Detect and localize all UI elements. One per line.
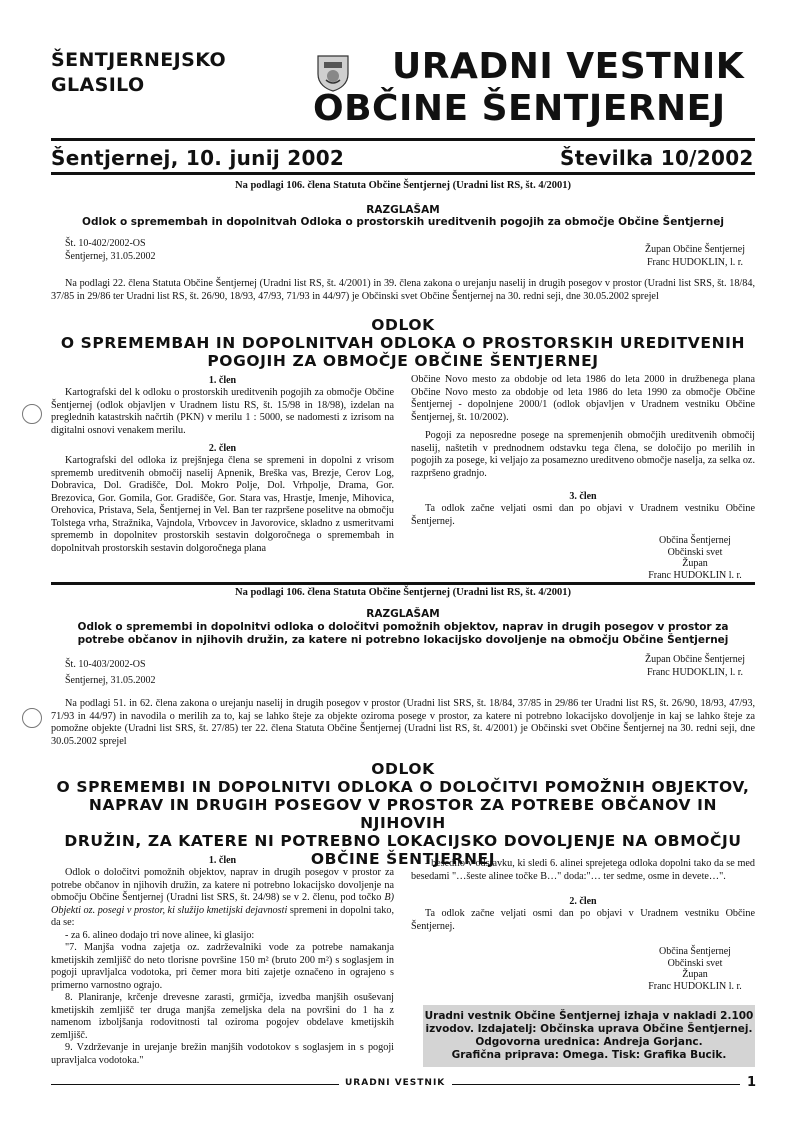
doc2-art1-text-b: B) Objekti oz. posegi v prostor, ki služijo kmetijski dejavnosti bbox=[51, 892, 395, 916]
doc2-art2-text: Ta odlok začne veljati osmi dan po objavi v Uradnem vestniku Občine Šentjernej. bbox=[411, 908, 755, 932]
doc2-mayor-title: Župan Občine Šentjernej bbox=[645, 654, 745, 665]
doc1-art3-heading: 3. člen bbox=[569, 491, 597, 502]
publisher-info-line2: izvodov. Izdajatelj: Občinska uprava Občine Šentjernej. bbox=[425, 1023, 753, 1035]
doc2-title-line3: NAPRAV IN DRUGIH POSEGOV V PROSTOR ZA POTREBE OBČANOV IN NJIHOVIH bbox=[88, 796, 718, 832]
doc1-intro: Na podlagi 22. člena Statuta Občine Šentjernej (Uradni list RS, št. 4/2001) in 39. člena zakona o urejanju naselij in drugih posegov v prostor (Uradni list SRS, št. 18/84, 37/85 in 29/86 ter Uradni list RS, št. 26/90, 18/93, 47/93, 71/93 in 44/97) je Občinski svet Občine Šentjernej na 30. redni seji, dne 30.05.2002 sprejel bbox=[51, 278, 755, 302]
doc2-art1-text-c: spremeni in dopolni tako, da se: bbox=[51, 904, 395, 928]
doc2-mayor-name: Franc HUDOKLIN, l. r. bbox=[646, 666, 744, 678]
doc2-subject-line1: Odlok o spremembi in dopolnitvi odloka o določitvi pomožnih objektov, naprav in drugih posegov v prostor za bbox=[77, 621, 729, 633]
doc1-proclaim: RAZGLAŠAM bbox=[366, 204, 440, 216]
masthead-left-line2: GLASILO bbox=[51, 74, 145, 96]
punch-hole-mark bbox=[22, 708, 42, 728]
doc1-mayor bbox=[620, 244, 770, 269]
doc2-art1-item8: 8. Planiranje, krčenje drevesne zarasti, grmičja, izvedba manjših osuševanj kmetijskih zemljišč ter druga manjša zemeljska dela na površini do 1 ha z namenom izboljšanja rodovitnosti tal oziroma pogojev obdelave kmetijskih zemljišč. bbox=[51, 992, 394, 1041]
doc2-subject-line2: potrebe občanov in njihovih družin, za katere ni potrebno lokacijsko dovoljenje na območju Občine Šentjernej bbox=[77, 634, 729, 646]
masthead-left bbox=[51, 48, 226, 98]
doc2-sig-role: Župan bbox=[682, 969, 708, 980]
doc2-ref bbox=[65, 657, 156, 689]
masthead-rule-top bbox=[51, 138, 755, 141]
doc2-sig-council: Občinski svet bbox=[667, 957, 723, 969]
doc1-ref bbox=[65, 238, 156, 263]
doc2-art1-item9: 9. Vzdrževanje in urejanje brežin manjših vodotokov s soglasjem in s pogoji upravljalca vodotoka." bbox=[51, 1042, 394, 1066]
doc1-subject: Odlok o spremembah in dopolnitvah Odloka o prostorskih ureditvenih pogojih za območje Občine Šentjernej bbox=[82, 216, 724, 228]
publisher-info-line1: Uradni vestnik Občine Šentjernej izhaja v nakladi 2.100 bbox=[424, 1010, 754, 1022]
doc2-basis: Na podlagi 106. člena Statuta Občine Šentjernej (Uradni list RS, št. 4/2001) bbox=[235, 587, 571, 598]
doc1-ref-number: Št. 10-402/2002-OS bbox=[65, 238, 146, 249]
doc2-intro: Na podlagi 51. in 62. člena zakona o urejanju naselij in drugih posegov v prostor (Uradni list SRS, št. 18/84, 37/85 in 29/86 ter Uradni list RS, št. 26/90, 18/93, 47/93, 71/93 in 44/97) in navodila o merilih za to, kaj se lahko šteje za objekte oziroma posege v prostor, za katere ni potrebno lokacijsko dovoljenje in kaj se lahko šteje za pomožne objekte (Uradni list SRS, št. 27/85) ter 22. člena Statuta Občine Šentjernej (Uradni list RS, št. 4/2001) je Občinski svet Občine Šentjernej na 30. redni seji, dne 30.05.2002 sprejel bbox=[51, 698, 755, 747]
footer-rule-left bbox=[51, 1084, 339, 1085]
doc2-ref-date: Šentjernej, 31.05.2002 bbox=[65, 675, 156, 686]
issue-date: Šentjernej, 10. junij 2002 bbox=[51, 146, 345, 170]
punch-hole-mark bbox=[22, 404, 42, 424]
doc1-art2-heading: 2. člen bbox=[208, 443, 237, 454]
doc2-left-column bbox=[51, 854, 394, 1067]
page-number: 1 bbox=[747, 1075, 757, 1090]
doc2-signature bbox=[620, 946, 770, 992]
doc1-art2-text: Kartografski del odloka iz prejšnjega člena se spremeni in dopolni z vrisom sprememb ureditvenih območij naselij Apnenik, Breška vas, Brezje, Cerov Log, Dobravica, Dol. Gradišče, Dol. Mokro Polje, Dol. Vrhpolje, Drama, Gor. Brezovica, Gor. Gomila, Gor. Gradišče, Gor. Stara vas, Hrastje, Imenje, Mihovica, Orehovica, Pristava, Sela, Šentjernej in Vel. Ban ter razpršene poselitve na območju Tolstega vrha, Stražnika, Vajndola, Vrbovcev in Javorovice, skladno z usmeritvami sprememb in dopolnitev prostorskih sestavin dolgoročnega o spremembah in dopolnitvah prostorskih sestavin dolgoročnega plana bbox=[51, 455, 394, 554]
doc1-mayor-name: Franc HUDOKLIN, l. r. bbox=[646, 256, 744, 268]
doc2-title-line2: O SPREMEMBI IN DOPOLNITVI ODLOKA O DOLOČITVI POMOŽNIH OBJEKTOV, bbox=[56, 778, 750, 796]
masthead-left-line1: ŠENTJERNEJSKO bbox=[51, 49, 227, 71]
doc1-right-column bbox=[411, 374, 755, 528]
doc1-title-line3: POGOJIH ZA OBMOČJE OBČINE ŠENTJERNEJ bbox=[207, 352, 599, 370]
doc1-sig-role: Župan bbox=[682, 558, 708, 569]
doc2-title bbox=[51, 760, 755, 868]
doc1-ref-date: Šentjernej, 31.05.2002 bbox=[65, 250, 156, 262]
doc1-art2-paragraph2: Pogoji za neposredne posege na spremenjenih območjih ureditvenih območij naselij, naštetih v prednodnem odstavku tega člena, se določijo po merilih in pogojih za posege, ki veljajo za posamezno ureditveno območje naselja, za selka oz. razpršeno gradnjo. bbox=[411, 430, 755, 479]
doc1-sig-council: Občinski svet bbox=[667, 546, 723, 558]
masthead-rule-bottom bbox=[51, 172, 755, 175]
doc1-art3-text: Ta odlok začne veljati osmi dan po objavi v Uradnem vestniku Občine Šentjernej. bbox=[411, 503, 755, 527]
publisher-info-line4: Grafična priprava: Omega. Tisk: Grafika Bucik. bbox=[451, 1049, 727, 1061]
publisher-info bbox=[423, 1010, 755, 1062]
doc1-art2-continued: Občine Novo mesto za obdobje od leta 1986 do leta 2000 in družbenega plana Občine Novo mesto za obdobje od leta 1986 do leta 1990 za območje Občine Šentjernej - dopolnjene 2000/1 (odlok objavljen v Uradnem vestniku Občine Šentjernej, št. 10/2002). bbox=[411, 374, 755, 423]
doc2-title-line5: OBČINE ŠENTJERNEJ bbox=[310, 850, 496, 868]
doc2-art1-text bbox=[51, 867, 394, 930]
issue-number: Številka 10/2002 bbox=[560, 146, 754, 170]
doc1-title bbox=[51, 316, 755, 370]
doc2-art1-alinea: - za 6. alineo dodajo tri nove alinee, ki glasijo: bbox=[65, 929, 255, 941]
doc2-subject bbox=[51, 621, 755, 647]
footer-label: URADNI VESTNIK bbox=[345, 1078, 446, 1088]
doc1-left-column bbox=[51, 374, 394, 555]
doc2-title-line1: ODLOK bbox=[371, 760, 435, 778]
doc1-mayor-title: Župan Občine Šentjernej bbox=[645, 244, 745, 255]
doc2-ref-number: Št. 10-403/2002-OS bbox=[65, 659, 146, 670]
doc1-title-line2: O SPREMEMBAH IN DOPOLNITVAH ODLOKA O PROSTORSKIH UREDITVENIH bbox=[60, 334, 746, 352]
doc1-sig-municipality: Občina Šentjernej bbox=[659, 535, 731, 546]
doc2-right-column bbox=[411, 858, 755, 933]
doc2-mayor bbox=[620, 654, 770, 679]
doc1-title-line1: ODLOK bbox=[371, 316, 435, 334]
masthead-title-line2: OBČINE ŠENTJERNEJ bbox=[313, 88, 726, 129]
doc1-sig-name: Franc HUDOKLIN l. r. bbox=[648, 569, 742, 581]
doc1-art1-heading: 1. člen bbox=[208, 375, 237, 386]
doc1-basis: Na podlagi 106. člena Statuta Občine Šentjernej (Uradni list RS, št. 4/2001) bbox=[235, 180, 571, 191]
section-divider bbox=[51, 582, 755, 585]
doc2-art1-text-a: Odlok o določitvi pomožnih objektov, naprav in drugih posegov v prostor za potrebe občanov in njihovih družin, za katere ni potrebno lokacijsko dovoljenje na območju Občine Šentjernej (Uradni list SRS, št. 24/98) se v 2. členu, pod točko bbox=[51, 867, 394, 903]
doc1-signature bbox=[620, 535, 770, 581]
doc2-art1-item7: "7. Manjša vodna zajetja oz. zadrževalniki vode za potrebe namakanja kmetijskih zemljišč do neto tlorisne površine 150 m² (bruto 200 m²) s soglasjem in pogoji upravljalca vodotoka, pri čemer mora biti zajetje označeno in ograjeno s primerno varnostno ograjo. bbox=[51, 942, 394, 991]
doc1-art1-text: Kartografski del k odloku o prostorskih ureditvenih pogojih za območje Občine Šentjernej (odlok objavljen v Uradnem listu RS, št. 15/98 in 18/98), izdelan na preglednih katastrskih načrtih (PKN) v merilu 1 : 5000, se nadomesti z izrisom na digitalni osnovi venakem merilu. bbox=[51, 387, 394, 436]
doc2-sig-name: Franc HUDOKLIN l. r. bbox=[648, 980, 742, 992]
doc2-art2-heading: 2. člen bbox=[569, 896, 597, 907]
doc2-art1-continued: - besedilo v odstavku, ki sledi 6. alinei sprejetega odloka dopolni tako da se med besedami "…šeste alinee točke B…" doda:"… ter sedme, osme in devete…". bbox=[411, 858, 755, 882]
doc2-art1-heading: 1. člen bbox=[208, 855, 237, 866]
footer-rule-right bbox=[452, 1084, 740, 1085]
doc2-proclaim: RAZGLAŠAM bbox=[366, 608, 440, 620]
publisher-info-line3: Odgovorna urednica: Andreja Gorjanc. bbox=[475, 1036, 703, 1048]
doc2-sig-municipality: Občina Šentjernej bbox=[659, 946, 731, 957]
doc2-title-line4: DRUŽIN, ZA KATERE NI POTREBNO LOKACIJSKO DOVOLJENJE NA OBMOČJU bbox=[64, 832, 742, 850]
masthead-title-line1: URADNI VESTNIK bbox=[392, 46, 745, 87]
